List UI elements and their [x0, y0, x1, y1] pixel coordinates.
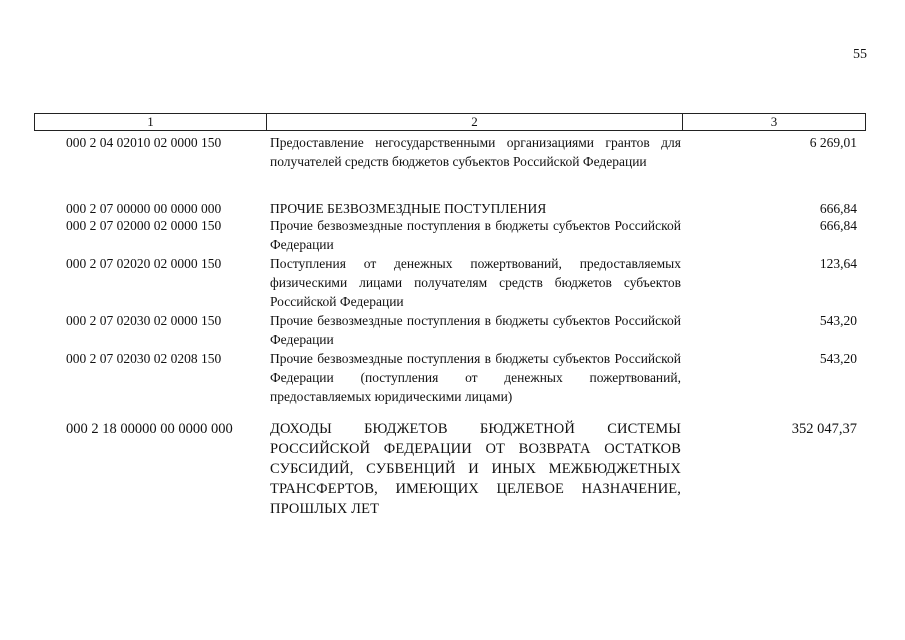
row-amount: 666,84 [819, 201, 857, 216]
row-amount: 543,20 [819, 351, 857, 366]
row-amount: 666,84 [819, 218, 857, 233]
table-header [34, 113, 866, 131]
header-col-3: 3 [770, 114, 778, 129]
budget-code: 000 2 18 00000 00 0000 000 [66, 421, 233, 437]
budget-code: 000 2 07 02030 02 0000 150 [66, 313, 222, 328]
budget-code: 000 2 07 02030 02 0208 150 [66, 351, 222, 366]
row-amount: 6 269,01 [809, 135, 857, 150]
row-description: Прочие безвозмездные поступления в бюджеты субъектов Российской Федерации [270, 218, 681, 252]
row-description: ПРОЧИЕ БЕЗВОЗМЕЗДНЫЕ ПОСТУПЛЕНИЯ [270, 201, 547, 216]
row-description: Поступления от денежных пожертвований, предоставляемых физическими лицами получателям средств бюджетов субъектов Российской Федерации [270, 256, 681, 309]
budget-code: 000 2 04 02010 02 0000 150 [66, 135, 222, 150]
row-description: Прочие безвозмездные поступления в бюджеты субъектов Российской Федерации (поступления от денежных пожертвований, предоставляемых юридическими лицами) [270, 351, 681, 404]
budget-code: 000 2 07 02020 02 0000 150 [66, 256, 222, 271]
row-amount: 543,20 [819, 313, 857, 328]
header-col-1: 1 [35, 114, 267, 130]
page-number: 55 [853, 47, 867, 62]
row-description: Прочие безвозмездные поступления в бюджеты субъектов Российской Федерации [270, 313, 681, 347]
header-col-2: 2 [267, 114, 683, 130]
row-amount: 352 047,37 [791, 421, 857, 437]
row-description: ДОХОДЫ БЮДЖЕТОВ БЮДЖЕТНОЙ СИСТЕМЫ РОССИЙСКОЙ ФЕДЕРАЦИИ ОТ ВОЗВРАТА ОСТАТКОВ СУБСИДИЙ, СУБВЕНЦИЙ И ИНЫХ МЕЖБЮДЖЕТНЫХ ТРАНСФЕРТОВ, ИМЕЮЩИХ ЦЕЛЕВОЕ НАЗНАЧЕНИЕ, ПРОШЛЫХ ЛЕТ [270, 421, 681, 517]
row-description: Предоставление негосударственными организациями грантов для получателей средств бюджетов субъектов Российской Федерации [270, 135, 681, 169]
budget-code: 000 2 07 02000 02 0000 150 [66, 218, 222, 233]
row-amount: 123,64 [819, 256, 857, 271]
budget-code: 000 2 07 00000 00 0000 000 [66, 201, 222, 216]
